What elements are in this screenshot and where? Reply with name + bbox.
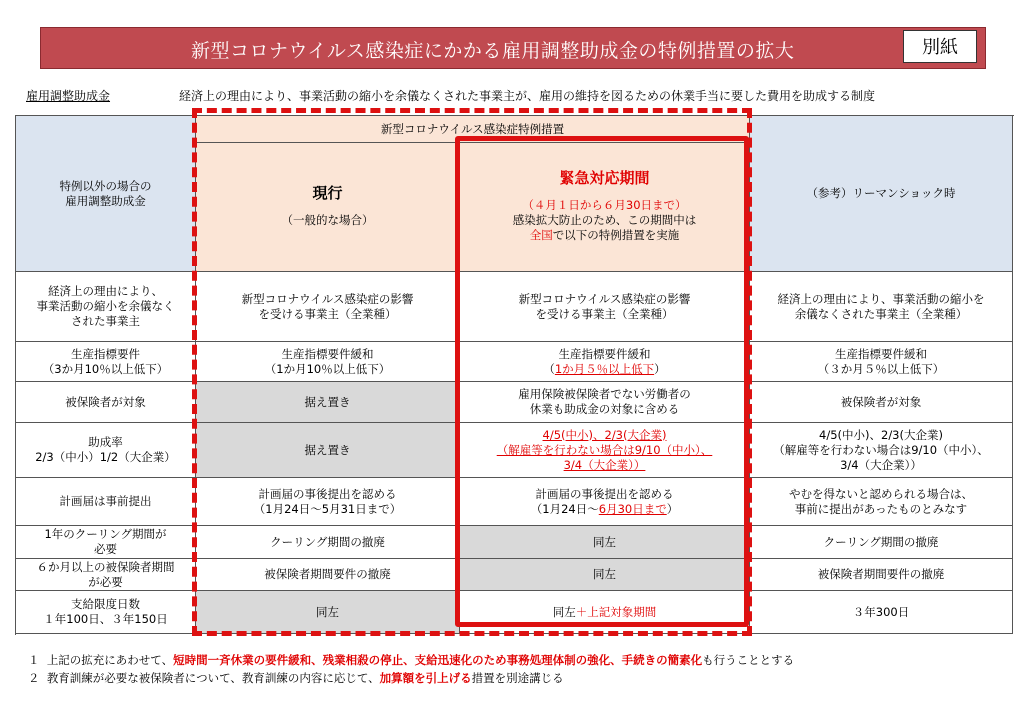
cell-text: 計画届の事後提出を認める [535, 486, 674, 501]
row-emergency [460, 382, 750, 423]
row-reference [750, 342, 1013, 382]
cell-text: 被保険者が対象 [840, 394, 922, 409]
header-corner [16, 116, 196, 272]
cell-text: 経済上の理由により、事業活動の縮小を [777, 291, 985, 306]
cell-text: クーリング期間の撤廃 [270, 534, 385, 549]
cell-text: （一般的な場合） [281, 213, 374, 227]
row-label [16, 559, 196, 591]
cell-text: 同左 [316, 604, 339, 619]
cell-text: １年100日、３年150日 [43, 612, 168, 626]
cell-text: １ [28, 653, 40, 667]
cell-text: も行うこととする [702, 653, 795, 667]
row-label [16, 526, 196, 559]
row-current [196, 559, 460, 591]
cell-text: 現行 [312, 184, 343, 202]
cell-text: 事前に提出があったものとみなす [794, 501, 968, 516]
row-reference [750, 382, 1013, 423]
cell-text: 同左 [593, 534, 616, 549]
row-label [16, 423, 196, 478]
comparison-table [15, 115, 1014, 635]
row-label [16, 591, 196, 634]
row-label [16, 272, 196, 342]
cell-text: 1か月５％以上低下 [554, 361, 655, 376]
cell-text: 生産指標要件 [71, 346, 140, 361]
cell-text: やむを得ないと認められる場合は、 [789, 486, 973, 501]
cell-text: （参考）リーマンショック時 [806, 186, 956, 200]
cell-text: 計画届の事後提出を認める [258, 486, 397, 501]
row-label [16, 478, 196, 526]
row-current [196, 272, 460, 342]
definition-text: 経済上の理由により、事業活動の縮小を余儀なくされた事業主が、雇用の維持を図るための休業手当に要した費用を助成する制度 [179, 89, 876, 103]
cell-text: 休業も助成金の対象に含める [529, 402, 680, 416]
cell-text: 4/5(中小)、2/3(大企業) [819, 427, 943, 442]
row-label [16, 382, 196, 423]
row-current [196, 382, 460, 423]
cell-text: ６か月以上の被保険者期間 [36, 559, 175, 574]
cell-text: 事業活動の縮小を余儀なく [36, 299, 175, 313]
row-current [196, 423, 460, 478]
cell-text: 短時間一斉休業の要件緩和、残業相殺の停止、支給迅速化のため事務処理体制の強化、手続きの簡素化 [173, 653, 703, 667]
definition-label: 雇用調整助成金 [26, 89, 111, 103]
row-current [196, 342, 460, 382]
cell-text: 3/4（大企業）） [840, 457, 922, 472]
footnote-1 [28, 652, 794, 668]
cell-text: （解雇等を行わない場合は9/10（中小）、 [496, 442, 713, 457]
header-emergency [460, 143, 750, 272]
row-emergency [460, 423, 750, 478]
row-reference [750, 591, 1013, 634]
cell-text: 雇用保険被保険者でない労働者の [518, 387, 691, 401]
row-reference [750, 272, 1013, 342]
cell-text: （３か月５％以上低下） [817, 361, 945, 376]
cell-text: 据え置き [304, 442, 351, 457]
special-group-header [196, 116, 750, 143]
cell-text: を受ける事業主（全業種） [258, 306, 397, 321]
cell-text: ３年300日 [852, 604, 910, 619]
cell-text: （ [543, 361, 555, 376]
cell-text: 加算額を引上げる [379, 671, 472, 685]
cell-text: 被保険者期間要件の撤廃 [817, 567, 945, 581]
cell-text: 同左 [593, 567, 616, 581]
cell-text: 4/5(中小)、2/3(大企業) [542, 427, 667, 442]
cell-text: 1年のクーリング期間が [44, 527, 167, 541]
cell-text: （3か月10％以上低下） [42, 361, 169, 376]
cell-text: 生産指標要件緩和 [558, 346, 651, 361]
annex-label: 別紙 [903, 30, 977, 63]
cell-text: 経済上の理由により、 [48, 284, 163, 298]
cell-text: 緊急対応期間 [559, 169, 650, 187]
cell-text: （1月24日～ [530, 501, 599, 516]
cell-text: 支給限度日数 [71, 597, 140, 611]
row-emergency [460, 478, 750, 526]
row-emergency [460, 591, 750, 634]
cell-text: を受ける事業主（全業種） [535, 306, 674, 321]
cell-text: 6月30日まで [598, 501, 667, 516]
cell-text: 3/4（大企業）） [563, 457, 646, 472]
cell-text: 感染拡大防止のため、この期間中は [512, 213, 697, 227]
cell-text: ＋上記対象期間 [575, 604, 657, 619]
title-bar [40, 27, 986, 69]
cell-text: （解雇等を行わない場合は9/10（中小）、 [773, 442, 989, 457]
cell-text: が必要 [88, 574, 123, 589]
cell-text: クーリング期間の撤廃 [823, 534, 939, 549]
cell-text: 雇用調整助成金 [65, 193, 146, 208]
cell-text: 生産指標要件緩和 [835, 346, 927, 361]
row-label [16, 342, 196, 382]
cell-text: ２ [28, 671, 40, 685]
row-reference [750, 559, 1013, 591]
cell-text: 生産指標要件緩和 [281, 346, 374, 361]
header-current [196, 143, 460, 272]
cell-text: （４月１日から６月30日まで） [522, 198, 687, 212]
cell-text: 据え置き [304, 394, 351, 409]
cell-text: 被保険者期間要件の撤廃 [264, 567, 391, 581]
cell-text: （1か月10％以上低下） [264, 361, 391, 376]
cell-text: 新型コロナウイルス感染症の影響 [518, 291, 691, 306]
row-emergency [460, 342, 750, 382]
cell-text: 教育訓練が必要な被保険者について、教育訓練の内容に応じて、 [46, 671, 380, 685]
page-title: 新型コロナウイルス感染症にかかる雇用調整助成金の特例措置の拡大 [191, 40, 795, 62]
cell-text: 計画届は事前提出 [59, 494, 152, 508]
cell-text: ） [654, 361, 666, 376]
cell-text: 余儀なくされた事業主（全業種） [794, 306, 968, 321]
cell-text: 特例以外の場合の [59, 178, 152, 193]
cell-text: で以下の特例措置を実施 [552, 228, 680, 242]
row-current [196, 478, 460, 526]
row-reference [750, 478, 1013, 526]
cell-text: 同左 [552, 604, 576, 619]
cell-text: 新型コロナウイルス感染症特例措置 [380, 121, 565, 136]
cell-text: された事業主 [71, 314, 140, 328]
header-reference [750, 116, 1013, 272]
cell-text: 措置を別途講じる [471, 671, 564, 685]
cell-text: ） [666, 501, 679, 516]
cell-text: （1月24日～5月31日まで） [253, 501, 402, 516]
cell-text: 助成率 [88, 435, 123, 449]
footnote-2 [28, 670, 564, 686]
cell-text: 2/3（中小）1/2（大企業） [35, 450, 176, 464]
row-emergency [460, 559, 750, 591]
row-current [196, 591, 460, 634]
cell-text: 必要 [94, 542, 117, 556]
cell-text: 上記の拡充にあわせて、 [46, 653, 174, 667]
cell-text: 新型コロナウイルス感染症の影響 [241, 291, 414, 306]
row-reference [750, 526, 1013, 559]
cell-text: 全国 [529, 228, 553, 242]
cell-text: 被保険者が対象 [65, 394, 146, 409]
row-emergency [460, 526, 750, 559]
row-emergency [460, 272, 750, 342]
row-reference [750, 423, 1013, 478]
row-current [196, 526, 460, 559]
